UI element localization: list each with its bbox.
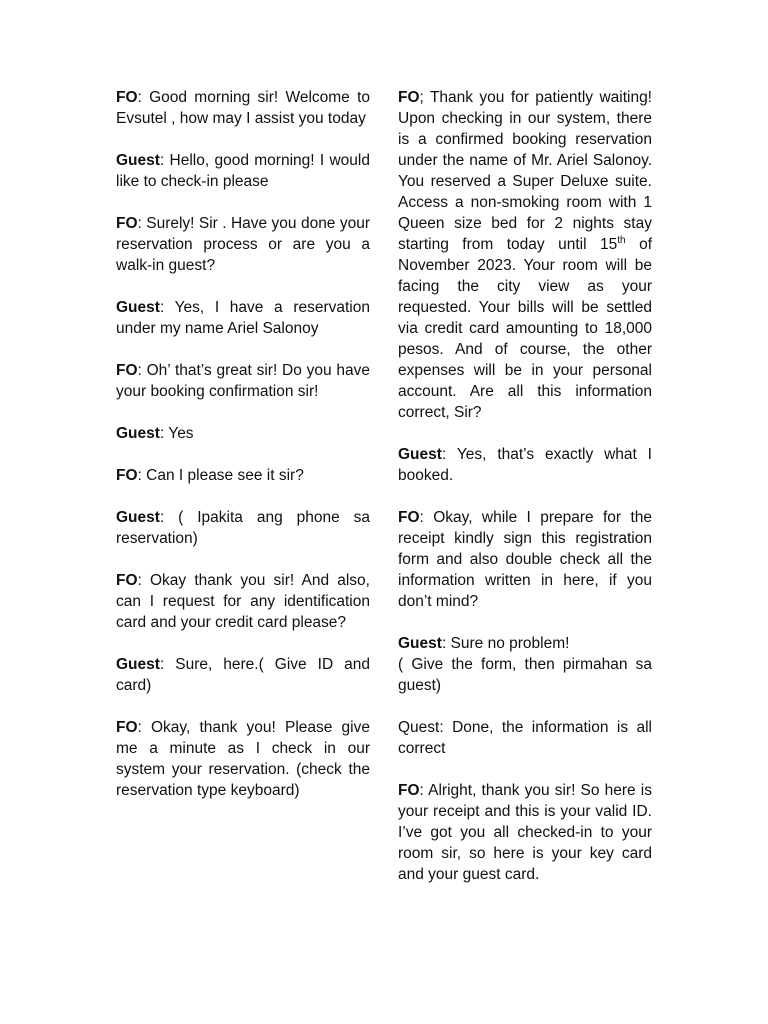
dialogue-text: Yes, I have a reservation under my name Ariel Salonoy	[116, 299, 370, 337]
dialogue-line: FO: Okay, thank you! Please give me a minute as I check in our system your reservation. (check the reservation type keyboard)	[116, 719, 370, 799]
dialogue-line: FO: Alright, thank you sir! So here is your receipt and this is your valid ID. I’ve got you all checked-in to your room sir, so here is your key card and your guest card.	[398, 782, 652, 883]
ordinal-superscript: th	[617, 234, 626, 246]
speaker-label: FO	[116, 89, 138, 106]
speaker-label: Guest	[116, 656, 160, 673]
dialogue-text: Thank you for patiently waiting! Upon checking in our system, there is a confirmed booking reservation under the name of Mr. Ariel Salonoy. You reserved a Super Deluxe suite. Access a non-smoking room with 1 Queen size bed for 2 nights stay starting from today until 15	[398, 89, 652, 253]
speaker-label: Guest	[398, 446, 442, 463]
dialogue-line: Guest: Hello, good morning! I would like to check-in please	[116, 152, 370, 190]
dialogue-text: Surely! Sir . Have you done your reservation process or are you a walk-in guest?	[116, 215, 370, 274]
speaker-label: Guest	[116, 509, 160, 526]
speaker-label: FO	[398, 509, 420, 526]
speaker-label: FO	[116, 467, 138, 484]
dialogue-text: Alright, thank you sir! So here is your receipt and this is your valid ID. I’ve got you all checked-in to your room sir, so here is your key card and your guest card.	[398, 782, 652, 883]
speaker-label: FO	[116, 215, 138, 232]
speaker-label: FO	[398, 89, 420, 106]
dialogue-line: Guest: Yes, that’s exactly what I booked.	[398, 446, 652, 484]
dialogue-line: Guest: ( Ipakita ang phone sa reservation)	[116, 509, 370, 547]
dialogue-line: FO: Oh’ that’s great sir! Do you have your booking confirmation sir!	[116, 362, 370, 400]
dialogue-text: Oh’ that’s great sir! Do you have your booking confirmation sir!	[116, 362, 370, 400]
speaker-label: FO	[116, 719, 138, 736]
dialogue-text: Okay thank you sir! And also, can I request for any identification card and your credit card please?	[116, 572, 370, 631]
dialogue-text: Sure, here.( Give ID and card)	[116, 656, 370, 694]
speaker-label: Guest	[116, 425, 160, 442]
dialogue-line: FO: Surely! Sir . Have you done your reservation process or are you a walk-in guest?	[116, 215, 370, 274]
left-column	[116, 87, 370, 906]
dialogue-line: Guest: Sure, here.( Give ID and card)	[116, 656, 370, 694]
dialogue-line: Guest: Yes	[116, 425, 194, 442]
dialogue-line: FO: Can I please see it sir?	[116, 467, 304, 484]
dialogue-page	[116, 87, 652, 906]
dialogue-text: Yes	[164, 425, 194, 442]
dialogue-line: FO: Good morning sir! Welcome to Evsutel , how may I assist you today	[116, 89, 370, 127]
dialogue-text: of November 2023. Your room will be facing the city view as your requested. Your bills will be settled via credit card amounting to 18,000 pesos. And of course, the other expenses will be in your personal account. Are all this information correct, Sir?	[398, 236, 652, 421]
dialogue-text: Can I please see it sir?	[141, 467, 304, 484]
dialogue-text: Yes, that’s exactly what I booked.	[398, 446, 652, 484]
dialogue-text: Hello, good morning! I would like to check-in please	[116, 152, 370, 190]
speaker-label: Guest	[116, 299, 160, 316]
dialogue-text: Okay, while I prepare for the receipt kindly sign this registration form and also double check all the information written in here, if you don’t mind?	[398, 509, 652, 610]
dialogue-line: Guest: Sure no problem!	[398, 635, 570, 652]
dialogue-line: FO; Thank you for patiently waiting! Upon checking in our system, there is a confirmed booking reservation under the name of Mr. Ariel Salonoy. You reserved a Super Deluxe suite. Access a non-smoking room with 1 Queen size bed for 2 nights stay starting from today until 15th of November 2023. Your room will be facing the city view as your requested. Your bills will be settled via credit card amounting to 18,000 pesos. And of course, the other expenses will be in your personal account. Are all this information correct, Sir?	[398, 89, 652, 421]
dialogue-text: Good morning sir! Welcome to Evsutel , how may I assist you today	[116, 89, 370, 127]
dialogue-text: Sure no problem!	[446, 635, 570, 652]
dialogue-text: ( Ipakita ang phone sa reservation)	[116, 509, 370, 547]
dialogue-line: FO: Okay thank you sir! And also, can I request for any identification card and your credit card please?	[116, 572, 370, 631]
right-column	[398, 87, 652, 906]
dialogue-text: Okay, thank you! Please give me a minute as I check in our system your reservation. (check the reservation type keyboard)	[116, 719, 370, 799]
dialogue-line: FO: Okay, while I prepare for the receipt kindly sign this registration form and also double check all the information written in here, if you don’t mind?	[398, 509, 652, 610]
dialogue-line: Quest: Done, the information is all correct	[398, 719, 652, 757]
dialogue-line: Guest: Yes, I have a reservation under my name Ariel Salonoy	[116, 299, 370, 337]
speaker-label: FO	[116, 362, 138, 379]
speaker-label: Guest	[398, 635, 442, 652]
stage-direction: ( Give the form, then pirmahan sa guest)	[398, 656, 652, 694]
speaker-label: FO	[116, 572, 138, 589]
speaker-label: FO	[398, 782, 420, 799]
speaker-label: Guest	[116, 152, 160, 169]
